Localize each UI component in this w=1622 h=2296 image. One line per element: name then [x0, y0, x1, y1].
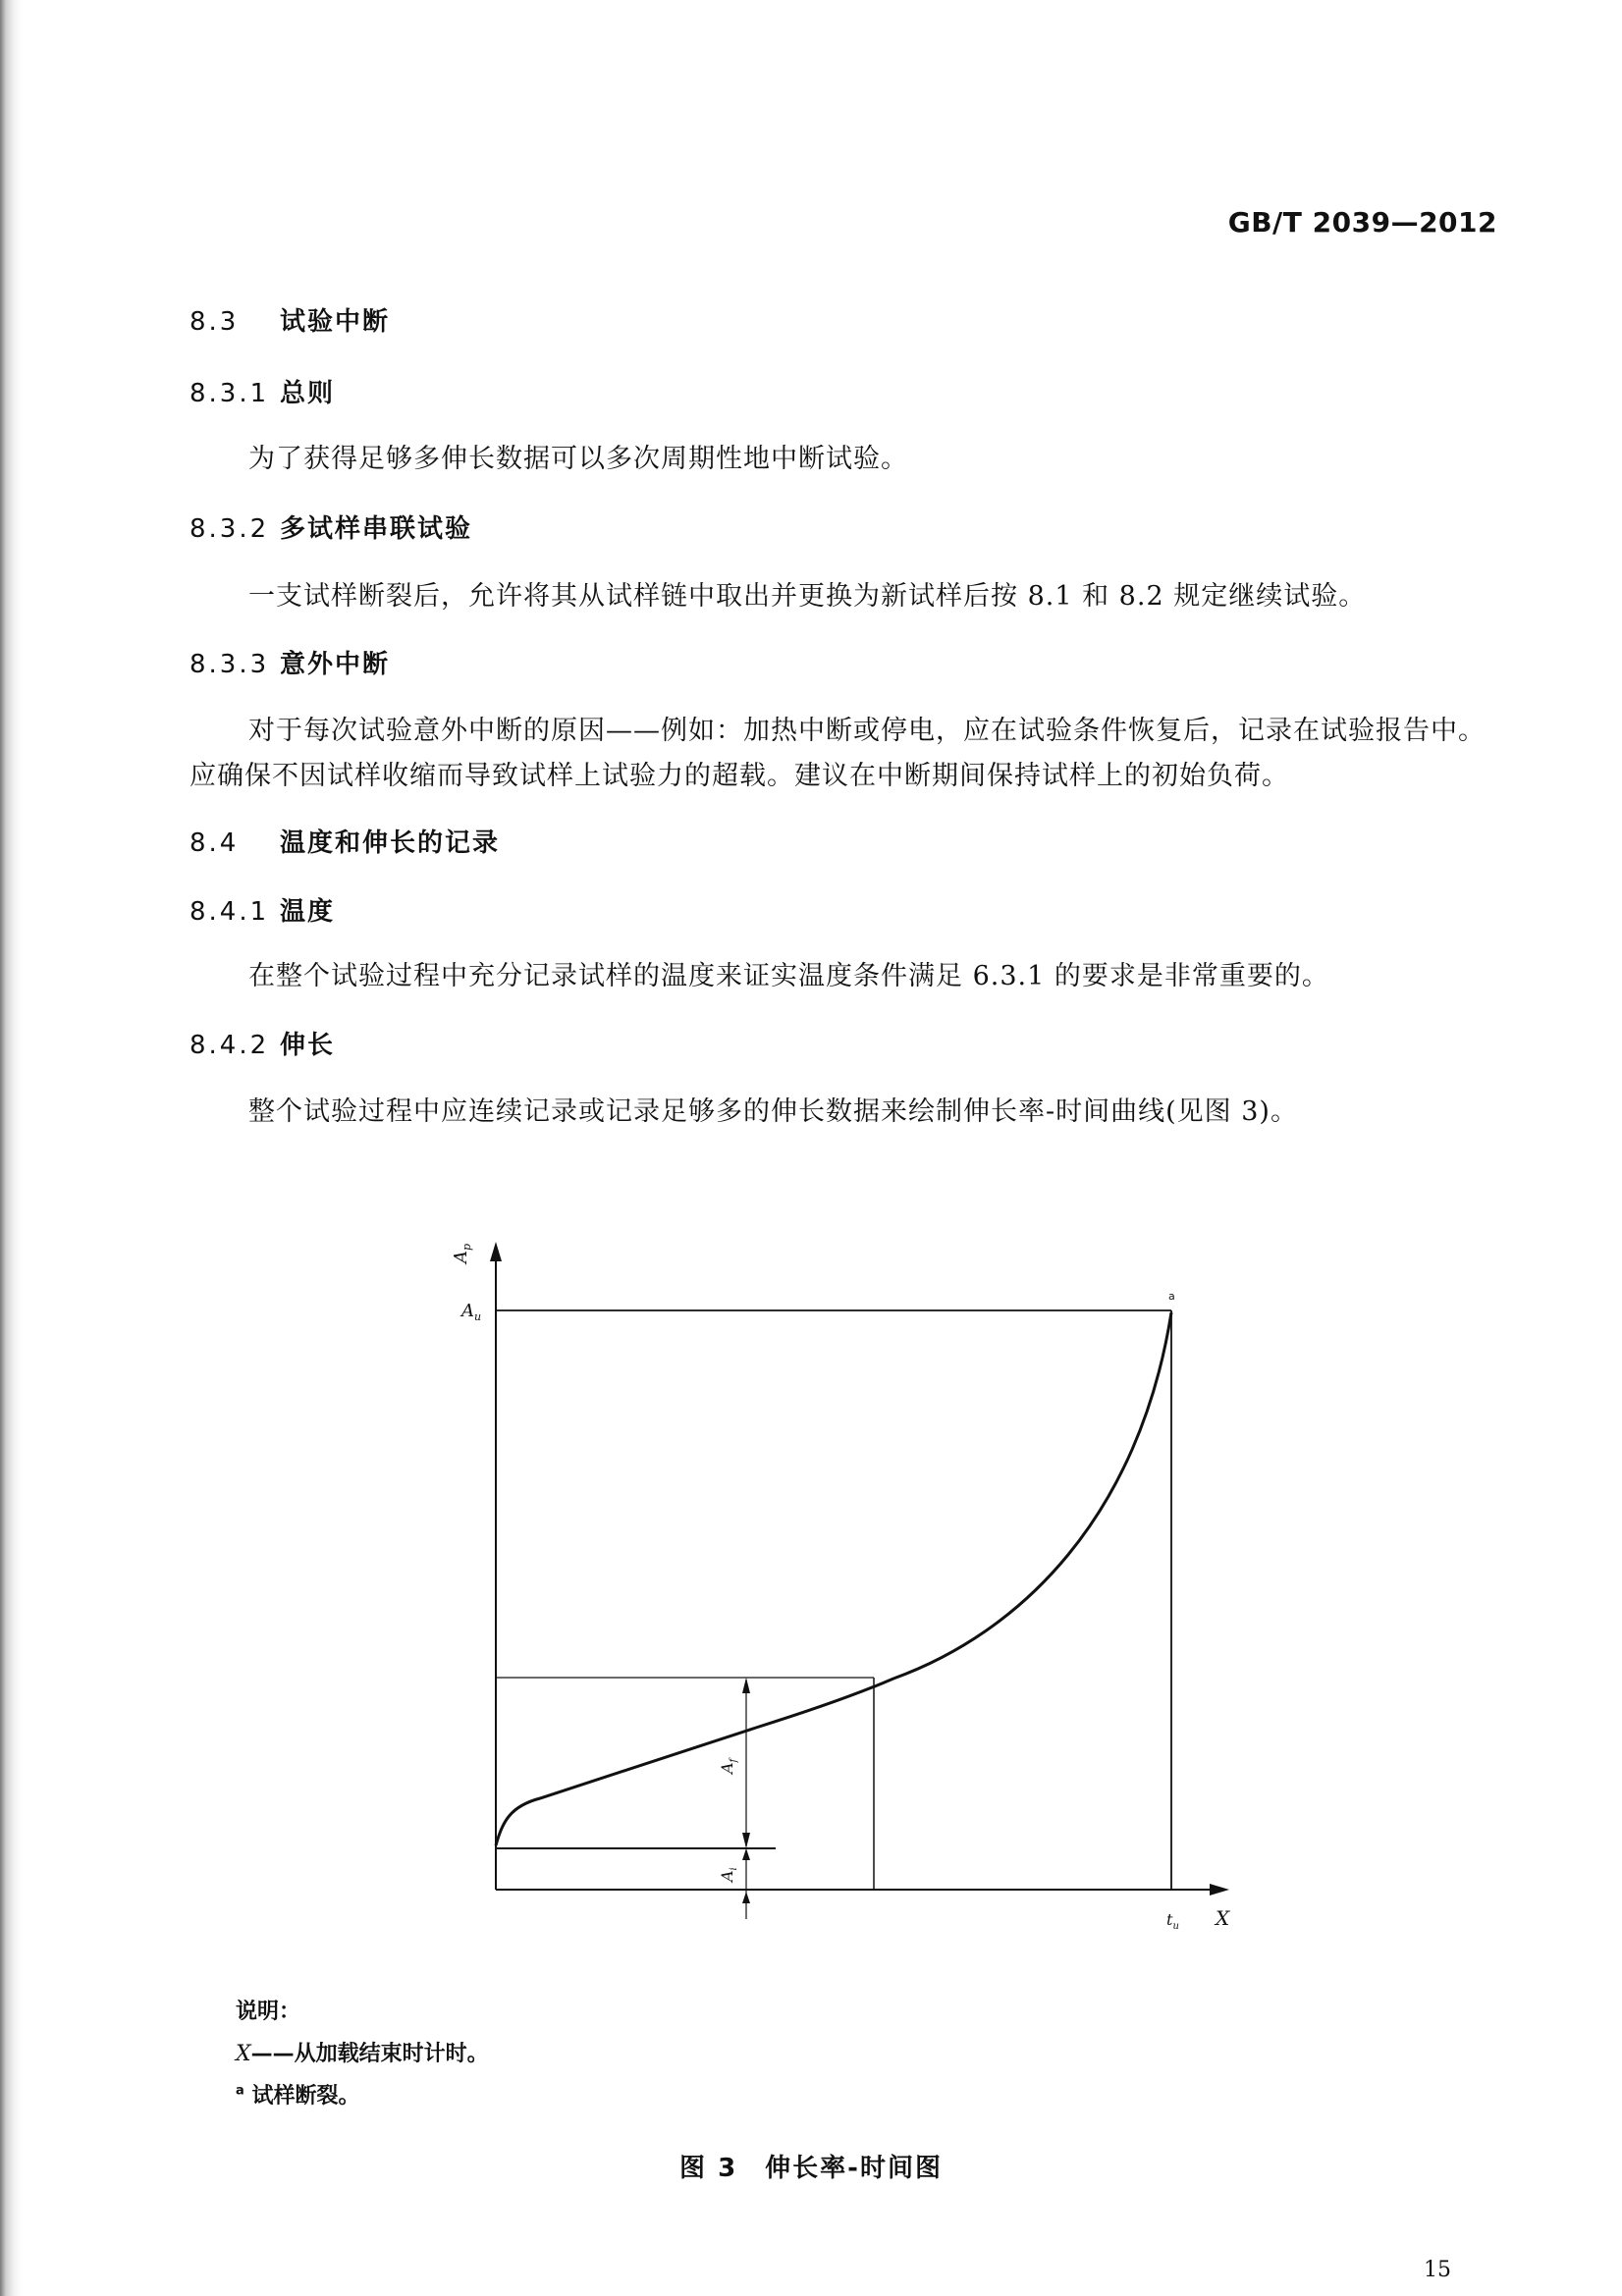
elongation-curve: [496, 1312, 1171, 1845]
section-number: 8.3.1: [189, 379, 270, 408]
y-axis-label: $A_p$: [451, 1243, 473, 1263]
legend-title: 说明：: [236, 2000, 301, 2024]
section-title: 温度: [280, 897, 336, 927]
ai-label-sub: i: [729, 1867, 739, 1871]
section-title: 温度和伸长的记录: [280, 828, 501, 858]
section-title: 试验中断: [280, 307, 391, 337]
ai-label: $A_i$: [718, 1867, 739, 1882]
rupture-marker: a: [1168, 1290, 1175, 1303]
section-8-4-2-text: 整个试验过程中应连续记录或记录足够多的伸长数据来绘制伸长率-时间曲线(见图 3)。: [248, 1096, 1298, 1127]
legend-x-entry: [236, 2037, 489, 2067]
section-number: 8.3.3: [189, 650, 270, 679]
section-title: 伸长: [280, 1031, 336, 1060]
y-axis-label-sub: p: [460, 1243, 473, 1251]
section-number: 8.4.1: [189, 897, 270, 927]
elongation-time-figure: [432, 1232, 1257, 1949]
ai-arrow-up: [742, 1848, 750, 1860]
section-title: 多试样串联试验: [280, 514, 473, 544]
x-axis-arrow: [1210, 1884, 1229, 1896]
af-arrow-down: [742, 1833, 750, 1848]
scanned-page-edge: [0, 0, 22, 2296]
au-label: $A_u$: [461, 1301, 482, 1323]
section-8-4-2-heading: [189, 1025, 335, 1061]
page-number: 15: [1424, 2258, 1451, 2282]
section-8-4-heading: [189, 823, 500, 859]
legend-note-entry: [236, 2079, 359, 2109]
legend-x-symbol: X: [236, 2042, 251, 2066]
section-8-3-2-text: 一支试样断裂后，允许将其从试样链中取出并更换为新试样后按 8.1 和 8.2 规定继续试验。: [248, 581, 1367, 612]
section-8-3-2-heading: [189, 508, 472, 545]
figure-caption: 图 3 伸长率-时间图: [679, 2154, 943, 2183]
section-number: 8.3.2: [189, 514, 270, 544]
section-title: 总则: [280, 379, 336, 408]
section-8-3-1-heading: [189, 373, 335, 409]
af-label-sub: f: [729, 1758, 739, 1763]
tu-label: $t_u$: [1166, 1910, 1179, 1932]
section-number: 8.4.2: [189, 1031, 270, 1060]
af-arrow-up: [742, 1678, 750, 1693]
af-label: $A_f$: [718, 1756, 739, 1776]
x-axis-label: X: [1216, 1906, 1230, 1930]
legend-note-text: 试样断裂。: [251, 2084, 360, 2109]
section-8-3-heading: [189, 301, 390, 338]
section-number: 8.4: [189, 828, 240, 858]
section-8-4-1-text: 在整个试验过程中充分记录试样的温度来证实温度条件满足 6.3.1 的要求是非常重要的。: [248, 961, 1329, 991]
section-8-3-1-text: 为了获得足够多伸长数据可以多次周期性地中断试验。: [248, 444, 908, 474]
elongation-time-diagram: [432, 1232, 1257, 1949]
section-8-4-1-heading: [189, 891, 335, 928]
legend-x-text: ——从加载结束时计时。: [250, 2042, 489, 2066]
ai-arrow-down: [742, 1892, 750, 1903]
tu-label-sub: u: [1172, 1921, 1179, 1932]
section-8-3-3-text: 对于每次试验意外中断的原因——例如：加热中断或停电，应在试验条件恢复后，记录在试验报告中。应确保不因试样收缩而导致试样上试验力的超载。建议在中断期间保持试样上的初始负荷。: [189, 716, 1486, 791]
section-8-3-3-heading: [189, 644, 390, 680]
legend-note-marker: a: [236, 2083, 244, 2099]
au-label-sub: u: [474, 1310, 482, 1323]
section-title: 意外中断: [280, 650, 391, 679]
standard-code-header: GB/T 2039—2012: [1227, 206, 1497, 239]
y-axis-arrow: [490, 1242, 502, 1261]
section-number: 8.3: [189, 307, 240, 337]
